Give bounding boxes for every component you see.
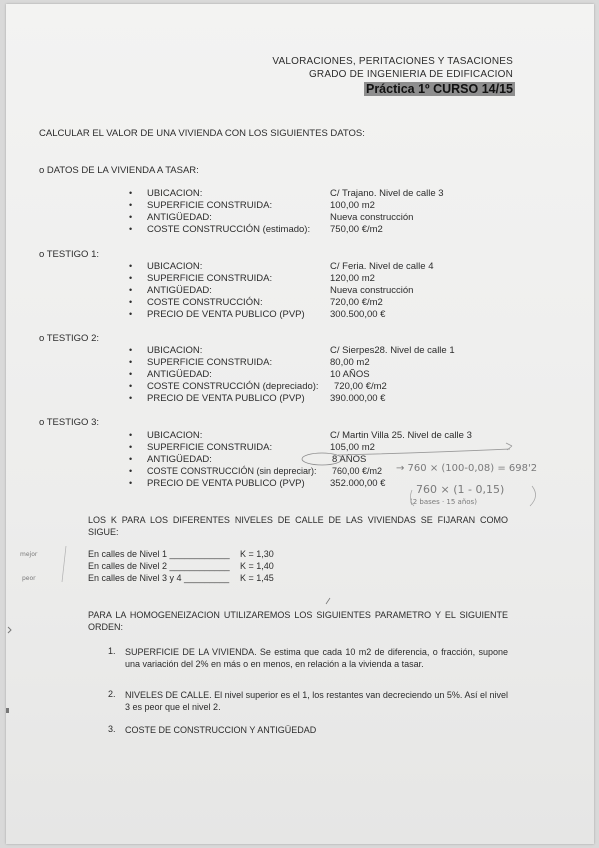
degree-title: GRADO DE INGENIERIA DE EDIFICACION — [308, 69, 513, 80]
field-value: C/ Martin Villa 25. Nivel de calle 3 — [330, 430, 472, 441]
field-label: ANTIGÜEDAD: — [147, 369, 212, 380]
field-value: 390.000,00 € — [330, 393, 386, 404]
k-intro: LOS K PARA LOS DIFERENTES NIVELES DE CALLE DE LAS VIVIENDAS SE FIJARAN COMO SIGUE: — [88, 515, 508, 537]
homog-intro: PARA LA HOMOGENEIZACION UTILIZAREMOS LOS SIGUIENTES PARAMETRO Y EL SIGUIENTE ORDEN: — [88, 610, 508, 632]
handwritten-note-explanation: (2 bases · 15 años) — [410, 498, 477, 506]
field-value: 100,00 m2 — [330, 200, 375, 211]
field-label: SUPERFICIE CONSTRUIDA: — [147, 357, 273, 368]
bullet-icon: • — [129, 297, 133, 307]
field-value: Nueva construcción — [330, 212, 414, 223]
k-row-label: En calles de Nivel 3 y 4 _________ — [88, 573, 230, 583]
k-row-value: K = 1,45 — [240, 573, 274, 583]
field-value: 8 AÑOS — [332, 454, 367, 465]
bullet-icon: • — [129, 224, 133, 234]
list-number: 1. — [108, 646, 116, 656]
bullet-icon: • — [129, 357, 133, 367]
field-label: PRECIO DE VENTA PUBLICO (PVP) — [147, 309, 305, 320]
field-label: COSTE CONSTRUCCIÓN: — [147, 297, 263, 308]
field-value: 720,00 €/m2 — [334, 381, 387, 392]
bullet-icon: • — [129, 430, 133, 440]
field-label: SUPERFICIE CONSTRUIDA: — [147, 200, 273, 211]
bullet-icon: • — [129, 261, 133, 271]
section-heading-testigo-3: o TESTIGO 3: — [39, 417, 100, 428]
field-label: ANTIGÜEDAD: — [147, 212, 212, 223]
bullet-icon: • — [129, 309, 133, 319]
field-value: Nueva construcción — [330, 285, 414, 296]
bullet-icon: • — [129, 212, 133, 222]
bullet-icon: • — [129, 188, 133, 198]
field-value: 720,00 €/m2 — [330, 297, 383, 308]
field-label: COSTE CONSTRUCCIÓN (depreciado): — [147, 381, 319, 392]
field-label: UBICACION: — [147, 188, 203, 199]
section-heading-testigo-1: o TESTIGO 1: — [39, 249, 100, 260]
field-value: 750,00 €/m2 — [330, 224, 383, 235]
field-value: 760,00 €/m2 — [332, 466, 383, 476]
k-row-value: K = 1,40 — [240, 561, 274, 571]
field-label: UBICACION: — [147, 345, 203, 356]
field-label: SUPERFICIE CONSTRUIDA: — [147, 442, 273, 453]
bullet-icon: • — [129, 285, 133, 295]
handwritten-margin-note: mejor — [20, 551, 38, 558]
bullet-icon: • — [129, 478, 133, 488]
course-title: VALORACIONES, PERITACIONES Y TASACIONES — [272, 56, 513, 67]
bullet-icon: • — [129, 369, 133, 379]
list-number: 2. — [108, 689, 116, 699]
field-value: C/ Feria. Nivel de calle 4 — [330, 261, 434, 272]
field-value: 10 AÑOS — [330, 369, 370, 380]
field-label: UBICACION: — [147, 430, 203, 441]
bullet-icon: • — [129, 466, 133, 476]
handwritten-note-formula: 760 × (1 - 0,15) — [416, 483, 505, 496]
field-label: PRECIO DE VENTA PUBLICO (PVP) — [147, 478, 305, 489]
k-row-label: En calles de Nivel 2 ____________ — [88, 561, 230, 571]
field-label: ANTIGÜEDAD: — [147, 454, 212, 465]
field-value: 352.000,00 € — [330, 478, 386, 489]
bullet-icon: • — [129, 442, 133, 452]
bullet-icon: • — [129, 393, 133, 403]
list-item: COSTE DE CONSTRUCCION Y ANTIGÜEDAD — [125, 725, 317, 735]
bullet-icon: • — [129, 273, 133, 283]
field-value: 120,00 m2 — [330, 273, 375, 284]
bullet-icon: • — [129, 381, 133, 391]
k-row-value: K = 1,30 — [240, 549, 274, 559]
section-heading-testigo-2: o TESTIGO 2: — [39, 333, 100, 344]
field-label: PRECIO DE VENTA PUBLICO (PVP) — [147, 393, 305, 404]
field-label: COSTE CONSTRUCCIÓN (sin depreciar): — [147, 466, 317, 476]
intro-text: CALCULAR EL VALOR DE UNA VIVIENDA CON LOS SIGUIENTES DATOS: — [39, 128, 365, 139]
practice-title: Práctica 1º CURSO 14/15 — [365, 82, 513, 96]
field-label: ANTIGÜEDAD: — [147, 285, 212, 296]
k-row-label: En calles de Nivel 1 ____________ — [88, 549, 230, 559]
field-label: SUPERFICIE CONSTRUIDA: — [147, 273, 273, 284]
bullet-icon: • — [129, 345, 133, 355]
section-heading-vivienda: o DATOS DE LA VIVIENDA A TASAR: — [39, 165, 199, 176]
field-label: UBICACION: — [147, 261, 203, 272]
field-value: C/ Sierpes28. Nivel de calle 1 — [330, 345, 455, 356]
field-value: 300.500,00 € — [330, 309, 386, 320]
list-item: SUPERFICIE DE LA VIVIENDA. Se estima que cada 10 m2 de diferencia, o fracción, supone una variación del 2% en más o en menos, en relación a la vivienda a tasar. — [125, 647, 508, 669]
field-value: 80,00 m2 — [330, 357, 370, 368]
bullet-icon: • — [129, 454, 133, 464]
bullet-icon: • — [129, 200, 133, 210]
handwritten-note-calculation: → 760 × (100-0,08) = 698'2 — [396, 463, 538, 474]
field-value: C/ Trajano. Nivel de calle 3 — [330, 188, 444, 199]
field-value: 105,00 m2 — [330, 442, 375, 453]
list-number: 3. — [108, 724, 116, 734]
field-label: COSTE CONSTRUCCIÓN (estimado): — [147, 224, 311, 235]
list-item: NIVELES DE CALLE. El nivel superior es el 1, los restantes van decreciendo un 5%. Así el nivel 3 es peor que el nivel 2. — [125, 690, 508, 712]
handwritten-margin-note: peor — [22, 575, 36, 582]
